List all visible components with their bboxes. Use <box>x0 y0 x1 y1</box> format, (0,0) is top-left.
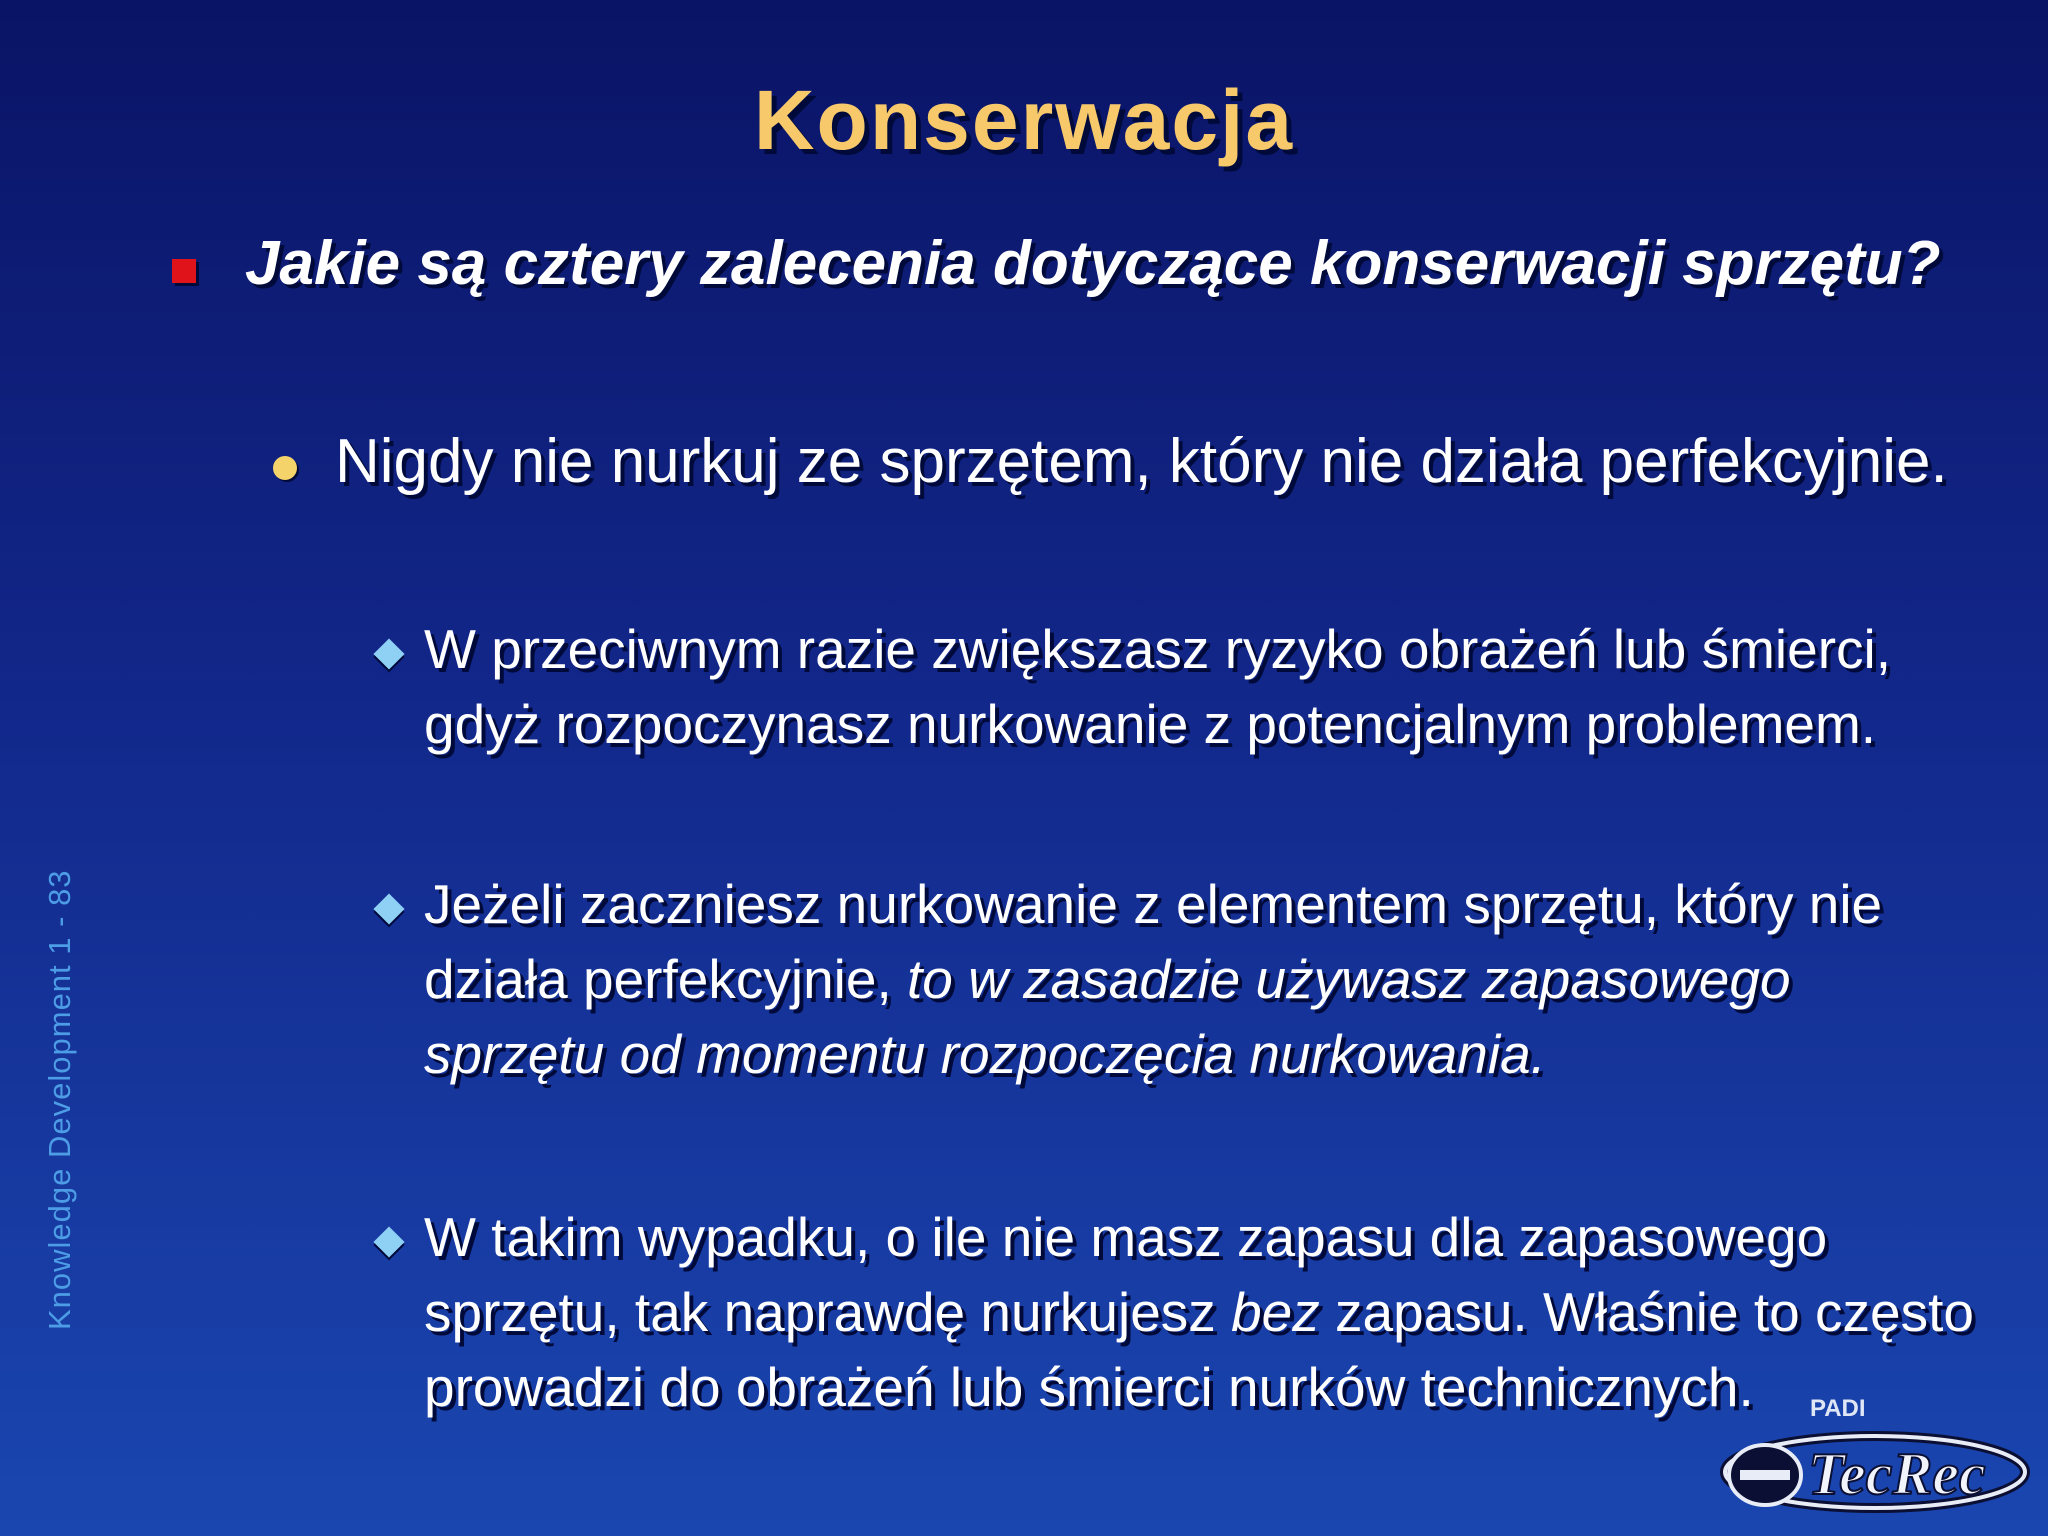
logo-brand-text: TecRec <box>1808 1441 1986 1507</box>
sub-point-3-b: zapasu. Właśnie to często prowadzi do obrażeń lub śmierci nurków technicznych. <box>424 1281 1974 1418</box>
diamond-bullet-icon <box>373 1226 404 1257</box>
sub-point-3-a: W takim wypadku, o ile nie masz zapasu dla zapasowego sprzętu, tak naprawdę nurkujesz <box>424 1206 1828 1343</box>
diamond-bullet-icon <box>373 638 404 669</box>
sub-point-2-normal: Jeżeli zaczniesz nurkowanie z elementem sprzętu, który nie działa perfekcyjnie, <box>424 873 1883 1010</box>
padi-tecrec-logo-icon <box>1700 1390 2030 1530</box>
sub-point-1: W przeciwnym razie zwiększasz ryzyko obrażeń lub śmierci, gdyż rozpoczynasz nurkowanie z potencjalnym problemem. <box>424 618 1892 755</box>
diamond-bullet-icon <box>373 893 404 924</box>
sub-point-3-italic: bez <box>1231 1281 1320 1343</box>
slide-title: Konserwacja <box>753 73 1295 167</box>
logo-top-text: PADI <box>1810 1395 1866 1422</box>
dot-bullet-icon <box>273 456 297 480</box>
side-label: Knowledge Development 1 - 83 <box>42 869 77 1330</box>
question-text: Jakie są cztery zalecenia dotyczące konserwacji sprzętu? <box>245 229 1941 298</box>
sub-point-2 <box>424 867 1984 1092</box>
sub-point-2-italic: to w zasadzie używasz zapasowego sprzętu od momentu rozpoczęcia nurkowania. <box>424 948 1791 1085</box>
main-point-text: Nigdy nie nurkuj ze sprzętem, który nie działa perfekcyjnie. <box>335 427 1948 496</box>
square-bullet-icon <box>172 259 196 283</box>
